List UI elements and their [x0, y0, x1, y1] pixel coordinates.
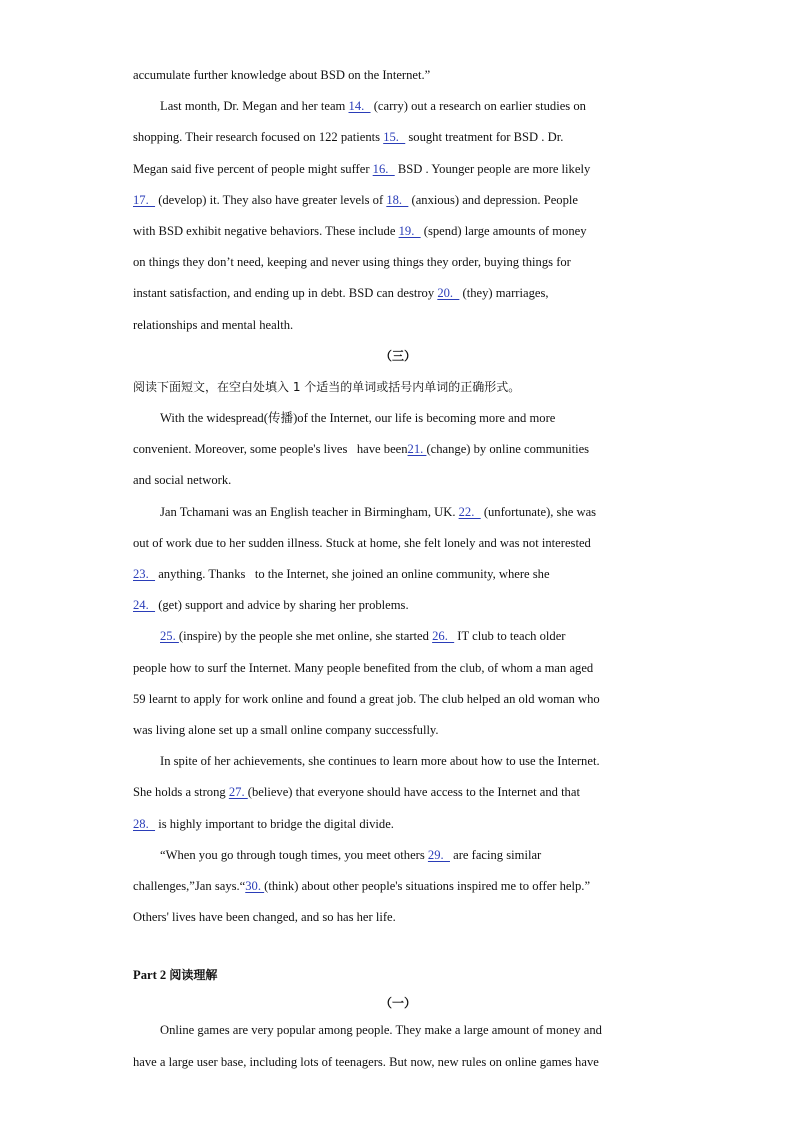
- text-line: convenient. Moreover, some people's lives have been21. (change) by online communities: [133, 442, 590, 457]
- text-line: Megan said five percent of people might suffer 16. BSD . Younger people are more likely: [133, 161, 591, 176]
- text-line: on things they don’t need, keeping and never using things they order, buying things for: [133, 255, 571, 270]
- section-title: （一）: [379, 996, 416, 1011]
- spacer: [133, 933, 663, 960]
- text-line: relationships and mental health.: [133, 317, 294, 332]
- blank-16[interactable]: 16.: [372, 161, 395, 176]
- text-line: Others' lives have been changed, and so has her life.: [133, 910, 396, 925]
- text-line: 23. anything. Thanks to the Internet, she joined an online community, where she: [133, 567, 550, 581]
- text-line: and social network.: [133, 473, 232, 488]
- text-line: challenges,”Jan says.“30. (think) about other people's situations inspired me to offer help.”: [133, 878, 591, 893]
- text-line: Jan Tchamani was an English teacher in Birmingham, UK. 22. (unfortunate), she was: [160, 504, 597, 519]
- blank-23[interactable]: 23.: [133, 567, 156, 581]
- text-line: 59 learnt to apply for work online and found a great job. The club helped an old woman who: [133, 691, 600, 706]
- blank-26[interactable]: 26.: [432, 629, 455, 644]
- instruction-text: 阅读下面短文，在空白处填入 1 个适当的单词或括号内单词的正确形式。: [133, 379, 521, 394]
- text-line: 25. (inspire) by the people she met online, she started 26. IT club to teach older: [160, 629, 566, 644]
- text-line: With the widespread(传播)of the Internet, our life is becoming more and more: [160, 411, 556, 426]
- text-line: shopping. Their research focused on 122 patients 15. sought treatment for BSD . Dr.: [133, 130, 564, 145]
- blank-25[interactable]: 25.: [160, 629, 179, 644]
- part-heading: Part 2 阅读理解: [133, 968, 218, 983]
- section-title: （三）: [379, 348, 416, 363]
- blank-20[interactable]: 20.: [437, 286, 460, 301]
- blank-21[interactable]: 21.: [407, 442, 427, 457]
- text-line: In spite of her achievements, she continues to learn more about how to use the Internet.: [160, 754, 600, 769]
- text-line: accumulate further knowledge about BSD on the Internet.”: [133, 68, 431, 82]
- text-line: with BSD exhibit negative behaviors. These include 19. (spend) large amounts of money: [133, 223, 587, 238]
- text-line: people how to surf the Internet. Many people benefited from the club, of whom a man aged: [133, 660, 594, 675]
- text-line: “When you go through tough times, you meet others 29. are facing similar: [160, 847, 542, 862]
- text-line: Last month, Dr. Megan and her team 14. (carry) out a research on earlier studies on: [160, 99, 586, 114]
- blank-22[interactable]: 22.: [458, 504, 481, 519]
- blank-14[interactable]: 14.: [348, 99, 371, 114]
- text-line: Online games are very popular among people. They make a large amount of money and: [160, 1023, 602, 1038]
- blank-29[interactable]: 29.: [427, 847, 450, 862]
- text-line: She holds a strong 27. (believe) that everyone should have access to the Internet and that: [133, 785, 580, 800]
- text-line: instant satisfaction, and ending up in debt. BSD can destroy 20. (they) marriages,: [133, 286, 549, 301]
- blank-18[interactable]: 18.: [386, 192, 409, 207]
- blank-17[interactable]: 17.: [133, 192, 156, 207]
- blank-30[interactable]: 30.: [245, 878, 265, 893]
- document-page: [133, 60, 663, 1078]
- text-line: 24. (get) support and advice by sharing her problems.: [133, 598, 409, 613]
- blank-19[interactable]: 19.: [398, 223, 421, 238]
- text-line: was living alone set up a small online company successfully.: [133, 722, 439, 737]
- blank-24[interactable]: 24.: [133, 598, 156, 613]
- blank-28[interactable]: 28.: [133, 816, 156, 831]
- blank-27[interactable]: 27.: [228, 785, 248, 800]
- text-line: 28. is highly important to bridge the digital divide.: [133, 816, 394, 831]
- text-line: out of work due to her sudden illness. Stuck at home, she felt lonely and was not interested: [133, 535, 591, 550]
- blank-15[interactable]: 15.: [383, 130, 406, 145]
- text-line: have a large user base, including lots of teenagers. But now, new rules on online games have: [133, 1054, 599, 1069]
- text-line: 17. (develop) it. They also have greater levels of 18. (anxious) and depression. People: [133, 192, 578, 207]
